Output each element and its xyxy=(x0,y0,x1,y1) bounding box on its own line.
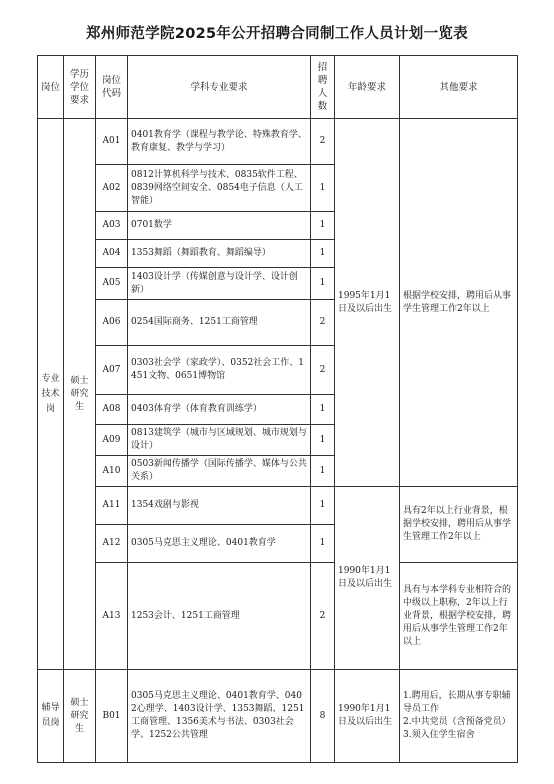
code-cell: A02 xyxy=(96,165,128,212)
count-cell: 1 xyxy=(311,456,335,487)
code-cell: A13 xyxy=(96,563,128,670)
count-cell: 2 xyxy=(311,300,335,346)
major-cell: 1353舞蹈（舞蹈教育、舞蹈编导） xyxy=(128,240,311,268)
post-tech: 专业技术岗 xyxy=(38,119,64,670)
header-row xyxy=(38,56,518,119)
post-counselor: 辅导员岗 xyxy=(38,670,64,763)
table-row xyxy=(38,119,518,165)
count-cell: 8 xyxy=(311,670,335,763)
major-cell: 1253会计、1251工商管理 xyxy=(128,563,311,670)
count-cell: 1 xyxy=(311,268,335,300)
other-cell-counselor: 1.聘用后，长期从事专职辅导员工作 2.中共党员（含预备党员） 3.须入住学生宿舍 xyxy=(400,670,518,763)
count-cell: 2 xyxy=(311,119,335,165)
degree-tech: 硕士研究生 xyxy=(64,119,96,670)
code-cell: A12 xyxy=(96,525,128,563)
header-post: 岗位 xyxy=(38,56,64,119)
major-cell: 0503新闻传播学（国际传播学、媒体与公共关系） xyxy=(128,456,311,487)
code-cell: A03 xyxy=(96,212,128,240)
age-cell-2: 1990年1月1日及以后出生 xyxy=(335,487,400,670)
table-row xyxy=(38,487,518,525)
major-cell: 0813建筑学（城市与区域规划、城市规划与设计） xyxy=(128,425,311,456)
major-cell: 0254国际商务、1251工商管理 xyxy=(128,300,311,346)
count-cell: 1 xyxy=(311,212,335,240)
major-cell: 0401教育学（课程与教学论、特殊教育学、教育康复、教学与学习） xyxy=(128,119,311,165)
code-cell: A11 xyxy=(96,487,128,525)
major-cell: 0812计算机科学与技术、0835软件工程、0839网络空间安全、0854电子信息（人工智能） xyxy=(128,165,311,212)
age-cell-counselor: 1990年1月1日及以后出生 xyxy=(335,670,400,763)
major-cell: 0305马克思主义理论、0401教育学、0402心理学、1403设计学、1353舞蹈、1251工商管理、1356美术与书法、0303社会学、1252公共管理 xyxy=(128,670,311,763)
header-degree: 学历学位要求 xyxy=(64,56,96,119)
code-cell: A05 xyxy=(96,268,128,300)
header-age: 年龄要求 xyxy=(335,56,400,119)
code-cell: A08 xyxy=(96,395,128,425)
count-cell: 2 xyxy=(311,563,335,670)
code-cell: A07 xyxy=(96,346,128,395)
code-cell: A04 xyxy=(96,240,128,268)
header-major: 学科专业要求 xyxy=(128,56,311,119)
code-cell: A09 xyxy=(96,425,128,456)
code-cell: A10 xyxy=(96,456,128,487)
other-cell-2: 具有2年以上行业背景，根据学校安排，聘用后从事学生管理工作2年以上 xyxy=(400,487,518,563)
count-cell: 1 xyxy=(311,395,335,425)
major-cell: 0403体育学（体育教育训练学） xyxy=(128,395,311,425)
major-cell: 1354戏剧与影视 xyxy=(128,487,311,525)
code-cell: A06 xyxy=(96,300,128,346)
header-other: 其他要求 xyxy=(400,56,518,119)
table-row xyxy=(38,670,518,763)
count-cell: 2 xyxy=(311,346,335,395)
page-title: 郑州师范学院2025年公开招聘合同制工作人员计划一览表 xyxy=(86,26,468,42)
table-row xyxy=(38,563,518,670)
degree-counselor: 硕士研究生 xyxy=(64,670,96,763)
code-cell: A01 xyxy=(96,119,128,165)
count-cell: 1 xyxy=(311,525,335,563)
code-cell: B01 xyxy=(96,670,128,763)
count-cell: 1 xyxy=(311,425,335,456)
other-cell-1: 根据学校安排，聘用后从事学生管理工作2年以上 xyxy=(400,119,518,487)
header-count: 招聘人数 xyxy=(311,56,335,119)
other-cell-3: 具有与本学科专业相符合的中级以上职称，2年以上行业背景，根据学校安排，聘用后从事学生管理工作2年以上 xyxy=(400,563,518,670)
age-cell-1: 1995年1月1日及以后出生 xyxy=(335,119,400,487)
recruitment-plan-table xyxy=(37,55,518,763)
major-cell: 0701数学 xyxy=(128,212,311,240)
count-cell: 1 xyxy=(311,165,335,212)
header-code: 岗位代码 xyxy=(96,56,128,119)
major-cell: 0303社会学（家政学）、0352社会工作、1451文物、0651博物馆 xyxy=(128,346,311,395)
count-cell: 1 xyxy=(311,487,335,525)
count-cell: 1 xyxy=(311,240,335,268)
major-cell: 1403设计学（传媒创意与设计学、设计创新） xyxy=(128,268,311,300)
major-cell: 0305马克思主义理论、0401教育学 xyxy=(128,525,311,563)
